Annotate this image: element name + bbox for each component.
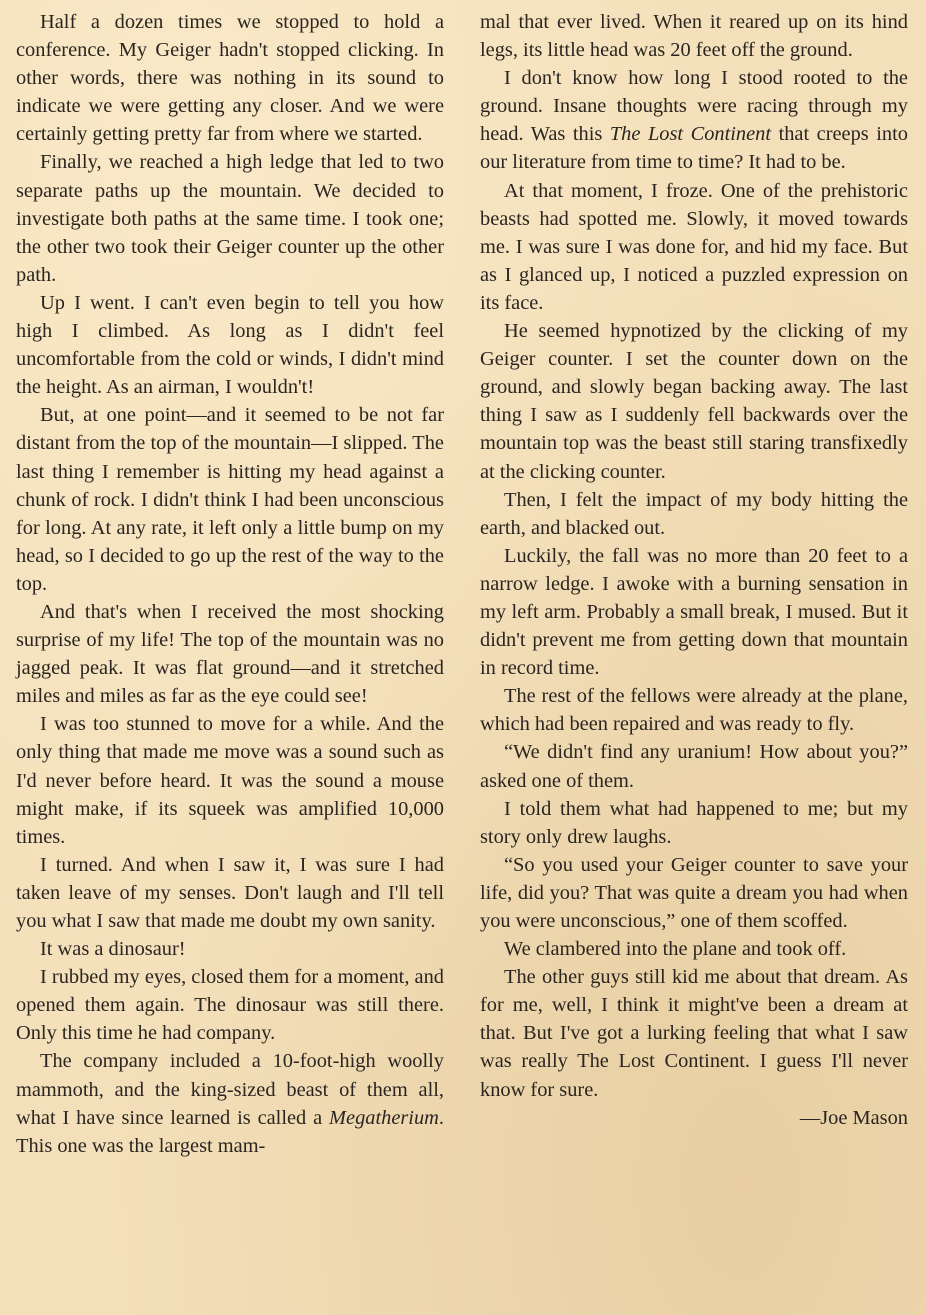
- paragraph: We clambered into the plane and took off.: [504, 938, 847, 961]
- paragraph: Up I went. I can't even begin to tell you how high I climbed. As long as I didn't feel uncomfortable from the cold or winds, I didn't mind the height. As an airman, I wouldn't!: [16, 291, 444, 399]
- paragraph: Luckily, the fall was no more than 20 feet to a narrow ledge. I awoke with a burning sensation in my left arm. Probably a small break, I mused. But it didn't prevent me from getting down that mountain in record time.: [480, 544, 908, 680]
- paragraph: I turned. And when I saw it, I was sure I had taken leave of my senses. Don't laugh and I'll tell you what I saw that made me doubt my own sanity.: [16, 853, 444, 932]
- paragraph-text: . This one was the largest mam-: [16, 1106, 444, 1157]
- paragraph: [16, 1047, 444, 1159]
- paragraph-text: The company included a 10-foot-high woolly mammoth, and the king-sized beast of them all, what I have since learned is called a: [16, 1050, 444, 1129]
- paragraph: And that's when I received the most shocking surprise of my life! The top of the mountain was no jagged peak. It was flat ground—and it stretched miles and miles as far as the eye could see!: [16, 600, 444, 708]
- paragraph-text: that creeps into our literature from time to time? It had to be.: [480, 123, 908, 174]
- paragraph: “We didn't find any uranium! How about you?” asked one of them.: [480, 741, 908, 792]
- paragraph-text: I don't know how long I stood rooted to the ground. Insane thoughts were racing through my head. Was this: [480, 67, 908, 146]
- carry-over-paragraph: mal that ever lived. When it reared up on its hind legs, its little head was 20 feet off the ground.: [480, 11, 908, 62]
- right-column: [480, 8, 908, 1315]
- paragraph: Finally, we reached a high ledge that led to two separate paths up the mountain. We decided to investigate both paths at the same time. I took one; the other two took their Geiger counter up the other path.: [16, 151, 444, 286]
- paragraph: The other guys still kid me about that dream. As for me, well, I think it might've been a dream at that. But I've got a lurking feeling that what I saw was really The Lost Continent. I guess I'll never know for sure.: [480, 966, 908, 1101]
- paragraph: He seemed hypnotized by the clicking of my Geiger counter. I set the counter down on the ground, and slowly began backing away. The last thing I saw as I suddenly fell backwards over the mountain top was the beast still staring transfixedly at the clicking counter.: [480, 320, 908, 483]
- paragraph: Then, I felt the impact of my body hitting the earth, and blacked out.: [480, 488, 908, 539]
- paragraph: At that moment, I froze. One of the prehistoric beasts had spotted me. Slowly, it moved towards me. I was sure I was done for, and hid my face. But as I glanced up, I noticed a puzzled expression on its face.: [480, 179, 908, 314]
- paragraph: I was too stunned to move for a while. And the only thing that made me move was a sound such as I'd never before heard. It was the sound a mouse might make, if its squeek was amplified 10,000 times.: [16, 713, 444, 848]
- left-column: [16, 8, 444, 1315]
- italic-term: Megatherium: [329, 1106, 439, 1129]
- paragraph: The rest of the fellows were already at the plane, which had been repaired and was ready to fly.: [480, 685, 908, 736]
- author-signature: —Joe Mason: [799, 1106, 908, 1129]
- paragraph: It was a dinosaur!: [40, 938, 186, 961]
- paragraph: Half a dozen times we stopped to hold a conference. My Geiger hadn't stopped clicking. In other words, there was nothing in its sound to indicate we were getting any closer. And we were certainly getting pretty far from where we started.: [16, 11, 444, 146]
- paragraph: I rubbed my eyes, closed them for a moment, and opened them again. The dinosaur was still there. Only this time he had company.: [16, 966, 444, 1045]
- paragraph: “So you used your Geiger counter to save your life, did you? That was quite a dream you had when you were unconscious,” one of them scoffed.: [480, 853, 908, 932]
- paragraph: I told them what had happened to me; but my story only drew laughs.: [480, 797, 908, 848]
- italic-title: The Lost Continent: [609, 123, 772, 146]
- paragraph: But, at one point—and it seemed to be not far distant from the top of the mountain—I slipped. The last thing I remember is hitting my head against a chunk of rock. I didn't think I had been unconscious for long. At any rate, it left only a little bump on my head, so I decided to go up the rest of the way to the top.: [16, 404, 444, 595]
- paragraph: [480, 64, 908, 176]
